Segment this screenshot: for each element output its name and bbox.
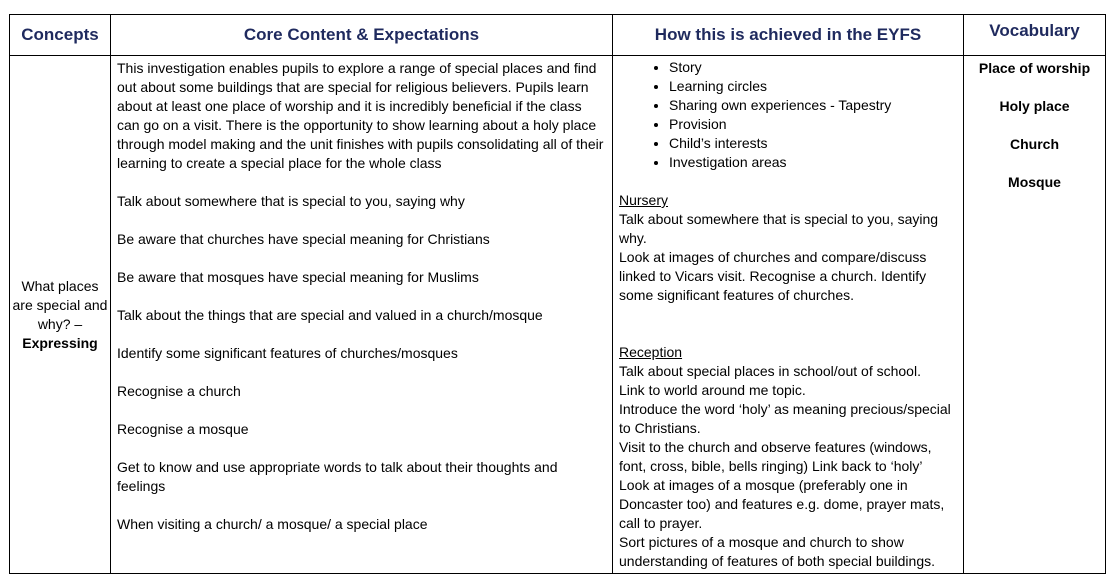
vocabulary-word: Mosque [1008, 174, 1061, 190]
reception-line: Talk about special places in school/out of school. [619, 363, 921, 379]
reception-line: Sort pictures of a mosque and church to show understanding of features of both special buildings. [619, 534, 935, 569]
content-row [10, 56, 1106, 574]
eyfs-methods-list [619, 58, 957, 172]
expectation-item: Be aware that churches have special meaning for Christians [117, 231, 490, 247]
list-item: • Learning circles [669, 77, 957, 96]
reception-line: Introduce the word ‘holy’ as meaning precious/special to Christians. [619, 401, 951, 436]
reception-title: Reception [619, 344, 683, 360]
header-row [10, 15, 1106, 56]
reception-line: Visit to the church and observe features (windows, font, cross, bible, bells ringing) Link back to ‘holy’ [619, 439, 932, 474]
list-item: • Provision [669, 115, 957, 134]
nursery-line: Talk about somewhere that is special to you, saying why. [619, 211, 939, 246]
concept-strand: Expressing [22, 334, 98, 351]
concept-question: What places are special and why? – [12, 277, 108, 332]
eyfs-cell [613, 56, 964, 574]
expectation-item: Be aware that mosques have special meaning for Muslims [117, 269, 479, 285]
vocabulary-word: Church [1010, 136, 1059, 152]
vocabulary-word: Holy place [999, 98, 1070, 114]
header-eyfs: How this is achieved in the EYFS [613, 15, 964, 56]
expectation-item: Recognise a mosque [117, 421, 249, 437]
expectation-item: Recognise a church [117, 383, 241, 399]
expectation-item: Get to know and use appropriate words to talk about their thoughts and feelings [117, 459, 558, 494]
core-content-cell [111, 56, 613, 574]
list-item: • Child’s interests [669, 134, 957, 153]
reception-line: Link to world around me topic. [619, 382, 806, 398]
nursery-title: Nursery [619, 192, 669, 208]
vocabulary-word: Place of worship [978, 60, 1091, 76]
expectation-item: Talk about somewhere that is special to you, saying why [117, 193, 465, 209]
curriculum-table [9, 14, 1106, 574]
expectation-item: Talk about the things that are special and valued in a church/mosque [117, 307, 543, 323]
expectation-item: When visiting a church/ a mosque/ a special place [117, 516, 428, 532]
reception-line: Look at images of a mosque (preferably one in Doncaster too) and features e.g. dome, prayer mats, call to prayer. [619, 477, 945, 531]
list-item: • Story [669, 58, 957, 77]
concepts-cell [10, 56, 111, 574]
expectation-item: Identify some significant features of churches/mosques [117, 345, 458, 361]
vocabulary-cell [964, 56, 1106, 574]
list-item: • Sharing own experiences - Tapestry [669, 96, 957, 115]
nursery-line: Look at images of churches and compare/discuss linked to Vicars visit. Recognise a church. Identify some significant features of churches. [619, 249, 927, 303]
core-intro: This investigation enables pupils to explore a range of special places and find out about some buildings that are special for religious believers. Pupils learn about at least one place of worship and it is incredibly beneficial if the class can go on a visit. There is the opportunity to show learning about a holy place through model making and the unit finishes with pupils consolidating all of their learning to create a special place for the whole class [117, 60, 604, 171]
header-vocabulary: Vocabulary [964, 15, 1106, 56]
list-item: • Investigation areas [669, 153, 957, 172]
header-concepts: Concepts [10, 15, 111, 56]
header-core-content: Core Content & Expectations [111, 15, 613, 56]
